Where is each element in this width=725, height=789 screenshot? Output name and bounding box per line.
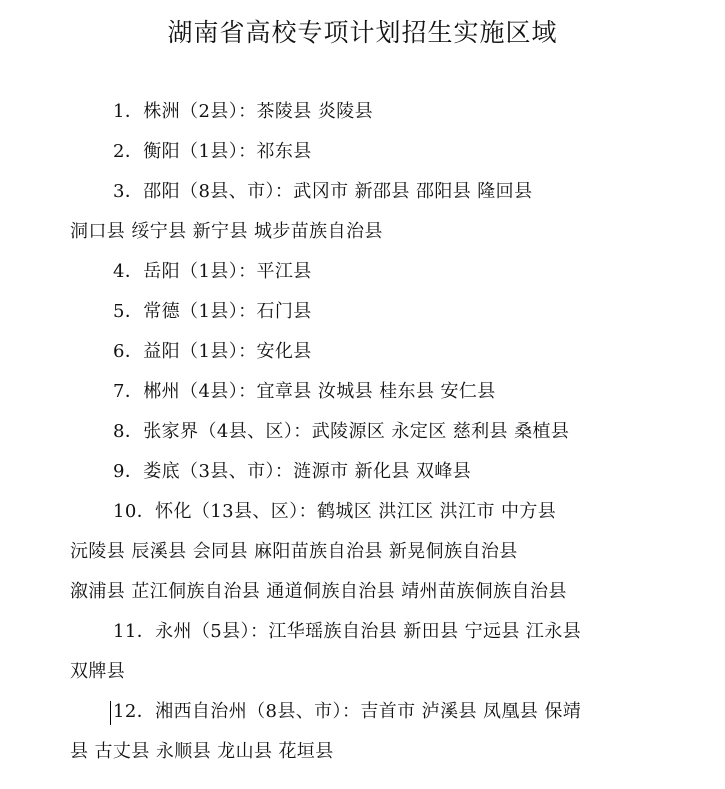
- region-line-loudi: 9．娄底（3县、市）：涟源市 新化县 双峰县: [113, 461, 472, 482]
- region-line-huaihua: 10．怀化（13县、区）：鹤城区 洪江区 洪江市 中方县: [113, 501, 557, 522]
- region-line-yueyang: 4．岳阳（1县）：平江县: [113, 261, 312, 282]
- region-line-chenzhou: 7．郴州（4县）：宜章县 汝城县 桂东县 安仁县: [113, 381, 496, 402]
- region-line-xiangxi: 12．湘西自治州（8县、市）：吉首市 泸溪县 凤凰县 保靖: [113, 701, 582, 722]
- region-line-shaoyang-continued: 洞口县 绥宁县 新宁县 城步苗族自治县: [70, 221, 383, 242]
- region-line-yiyang: 6．益阳（1县）：安化县: [113, 341, 312, 362]
- region-line-huaihua-continued-2: 溆浦县 芷江侗族自治县 通道侗族自治县 靖州苗族侗族自治县: [70, 581, 567, 602]
- region-line-huaihua-continued-1: 沅陵县 辰溪县 会同县 麻阳苗族自治县 新晃侗族自治县: [70, 541, 518, 562]
- region-line-shaoyang: 3．邵阳（8县、市）：武冈市 新邵县 邵阳县 隆回县: [113, 181, 533, 202]
- region-line-hengyang: 2．衡阳（1县）：祁东县: [113, 141, 312, 162]
- region-line-zhangjiajie: 8．张家界（4县、区）：武陵源区 永定区 慈利县 桑植县: [113, 421, 570, 442]
- region-line-yongzhou-continued: 双牌县: [70, 661, 126, 682]
- region-line-yongzhou: 11．永州（5县）：江华瑶族自治县 新田县 宁远县 江永县: [113, 621, 582, 642]
- region-line-changde: 5．常德（1县）：石门县: [113, 301, 312, 322]
- region-line-zhuzhou: 1．株洲（2县）：茶陵县 炎陵县: [113, 101, 374, 122]
- text-cursor: [110, 701, 111, 725]
- region-line-xiangxi-continued: 县 古丈县 永顺县 龙山县 花垣县: [70, 741, 334, 762]
- document-title: 湖南省高校专项计划招生实施区域: [167, 18, 558, 47]
